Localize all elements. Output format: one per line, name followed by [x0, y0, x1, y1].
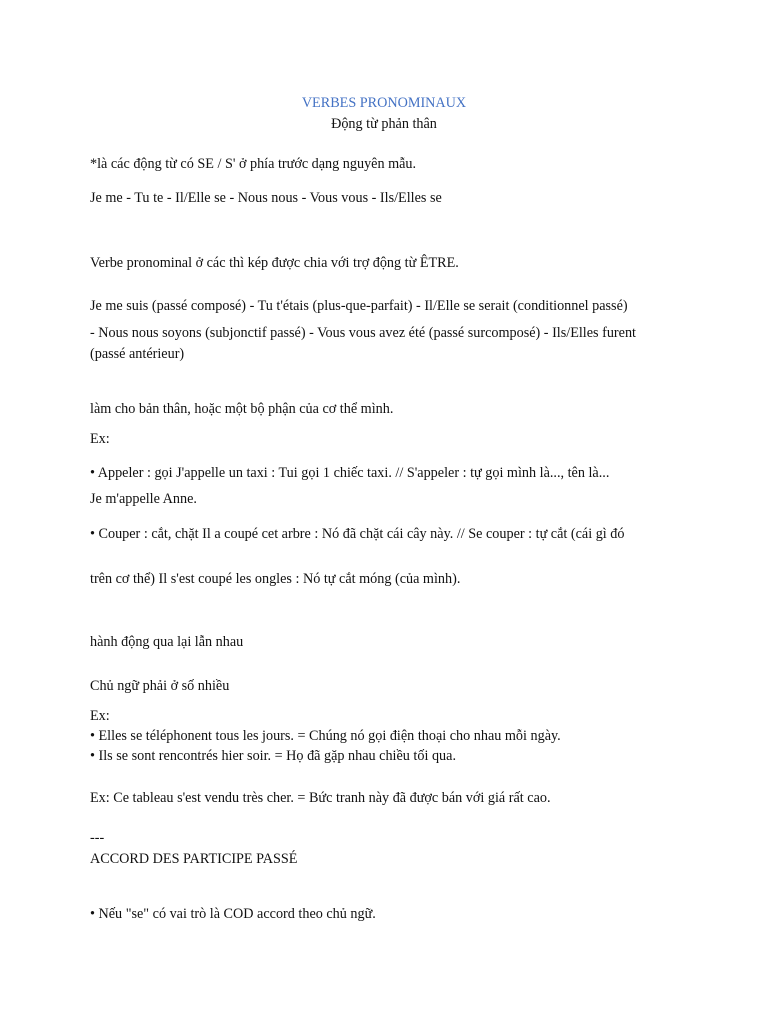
text-line: • Couper : cắt, chặt Il a coupé cet arbre : Nó đã chặt cái cây này. // Se couper : tự cắt (cái gì đó [90, 526, 625, 542]
text-line: *là các động từ có SE / S' ở phía trước dạng nguyên mẫu. [90, 156, 417, 172]
text-line: làm cho bản thân, hoặc một bộ phận của cơ thể mình. [90, 401, 394, 417]
text-line: Ex: [90, 708, 110, 724]
text-line: hành động qua lại lẫn nhau [90, 634, 244, 650]
text-line: Chủ ngữ phải ở số nhiều [90, 678, 230, 694]
text-line: • Ils se sont rencontrés hier soir. = Họ đã gặp nhau chiều tối qua. [90, 748, 456, 764]
text-line: • Nếu "se" có vai trò là COD accord theo chủ ngữ. [90, 906, 376, 922]
document-title: VERBES PRONOMINAUX [301, 95, 467, 111]
document-subtitle: Động từ phản thân [331, 116, 437, 132]
text-line: Ex: Ce tableau s'est vendu très cher. = Bức tranh này đã được bán với giá rất cao. [90, 790, 551, 806]
text-line: Ex: [90, 431, 110, 447]
text-line: Verbe pronominal ở các thì kép được chia với trợ động từ ÊTRE. [90, 255, 459, 271]
text-line: • Elles se téléphonent tous les jours. = Chúng nó gọi điện thoại cho nhau mỗi ngày. [90, 728, 561, 744]
section-heading: ACCORD DES PARTICIPE PASSÉ [90, 851, 298, 867]
text-line: Je m'appelle Anne. [90, 491, 197, 507]
text-line: (passé antérieur) [90, 346, 185, 362]
text-line: trên cơ thể) Il s'est coupé les ongles : Nó tự cắt móng (của mình). [90, 571, 461, 587]
text-line: Je me - Tu te - Il/Elle se - Nous nous - Vous vous - Ils/Elles se [90, 190, 442, 206]
text-line: Je me suis (passé composé) - Tu t'étais (plus-que-parfait) - Il/Elle se serait (conditionnel passé) [90, 298, 628, 314]
text-line: - Nous nous soyons (subjonctif passé) - Vous vous avez été (passé surcomposé) - Ils/Elles furent [90, 325, 636, 341]
text-line: • Appeler : gọi J'appelle un taxi : Tui gọi 1 chiếc taxi. // S'appeler : tự gọi mình là..., tên là... [90, 465, 610, 481]
text-line: --- [90, 830, 105, 846]
